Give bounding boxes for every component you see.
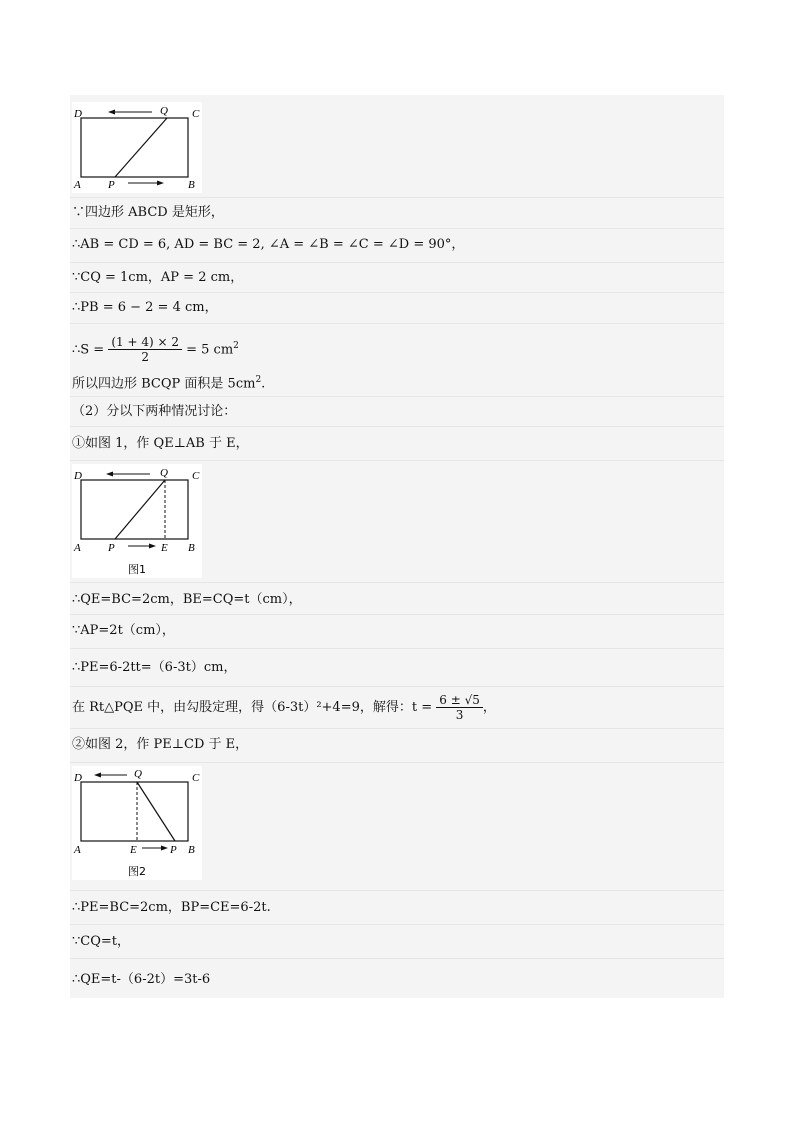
divider xyxy=(70,197,724,198)
label-D: D xyxy=(74,772,82,784)
text-line: ∴PE=BC=2cm，BP=CE=6-2t. xyxy=(72,900,271,915)
label-Q: Q xyxy=(160,467,168,479)
formula-prefix: ∴S = xyxy=(72,342,105,358)
label-Q: Q xyxy=(134,768,142,780)
fraction-numerator: 6 ± √5 xyxy=(436,693,483,708)
text-line: ∴AB = CD = 6, AD = BC = 2, ∠A = ∠B = ∠C = ∠D = 90°， xyxy=(72,237,465,252)
figure-caption: 图2 xyxy=(128,865,146,878)
label-P: P xyxy=(108,179,115,191)
label-A: A xyxy=(74,542,81,554)
label-C: C xyxy=(192,470,200,482)
label-C: C xyxy=(192,108,200,120)
text-line: ∵四边形 ABCD 是矩形， xyxy=(72,205,224,220)
divider xyxy=(70,924,724,925)
label-A: A xyxy=(74,179,81,191)
text-line: ∴QE=t-（6-2t）=3t-6 xyxy=(72,972,211,987)
label-Q: Q xyxy=(160,105,168,117)
fraction-denominator: 2 xyxy=(141,350,149,365)
area-formula xyxy=(72,330,239,366)
divider xyxy=(70,396,724,397)
divider xyxy=(70,762,724,763)
divider xyxy=(70,426,724,427)
divider xyxy=(70,323,724,324)
comma: ， xyxy=(482,700,496,715)
label-P: P xyxy=(170,844,177,856)
divider xyxy=(70,728,724,729)
text-line: ②如图 2，作 PE⊥CD 于 E， xyxy=(72,737,249,752)
text-line: ∵CQ = 1cm，AP = 2 cm， xyxy=(72,270,244,285)
text-line: ∴QE=BC=2cm，BE=CQ=t（cm）， xyxy=(72,592,302,607)
label-B: B xyxy=(188,844,195,856)
divider xyxy=(70,582,724,583)
label-B: B xyxy=(188,179,195,191)
superscript: 2 xyxy=(255,375,262,385)
divider xyxy=(70,292,724,293)
divider xyxy=(70,614,724,615)
fraction-denominator: 3 xyxy=(455,708,464,722)
divider xyxy=(70,262,724,263)
divider xyxy=(70,890,724,891)
label-D: D xyxy=(74,470,82,482)
text-line xyxy=(72,372,265,392)
divider xyxy=(70,648,724,649)
divider xyxy=(70,460,724,461)
label-E: E xyxy=(161,542,168,554)
period: . xyxy=(261,376,266,392)
figure-caption: 图1 xyxy=(128,563,146,576)
solution-fraction xyxy=(436,693,483,722)
divider xyxy=(70,958,724,959)
text-line: ∴PE=6-2tt=（6-3t）cm， xyxy=(72,660,237,675)
area-conclusion: 所以四边形 BCQP 面积是 5cm xyxy=(72,376,256,392)
superscript: 2 xyxy=(233,341,239,351)
label-P: P xyxy=(108,542,115,554)
rectangle-figure-intro xyxy=(72,102,202,193)
rectangle-figure-2 xyxy=(72,766,202,880)
equation-text: 在 Rt△PQE 中，由勾股定理，得（6-3t）²+4=9，解得：t = xyxy=(72,700,433,715)
solve-equation-line xyxy=(72,692,496,724)
divider xyxy=(70,228,724,229)
text-line: ∵AP=2t（cm）， xyxy=(72,623,175,638)
fraction-numerator: (1 + 4) × 2 xyxy=(108,335,182,350)
label-E: E xyxy=(130,844,137,856)
label-A: A xyxy=(74,844,81,856)
label-D: D xyxy=(74,108,82,120)
rectangle-figure-1 xyxy=(72,464,202,578)
label-C: C xyxy=(192,772,200,784)
text-line: ①如图 1，作 QE⊥AB 于 E， xyxy=(72,436,249,451)
label-B: B xyxy=(188,542,195,554)
text-line: ∴PB = 6 − 2 = 4 cm， xyxy=(72,300,218,315)
text-line: ∵CQ=t， xyxy=(72,934,130,949)
text-line: （2）分以下两种情况讨论： xyxy=(72,404,237,419)
area-fraction xyxy=(108,335,182,364)
formula-result: = 5 cm xyxy=(186,342,234,358)
divider xyxy=(70,686,724,687)
